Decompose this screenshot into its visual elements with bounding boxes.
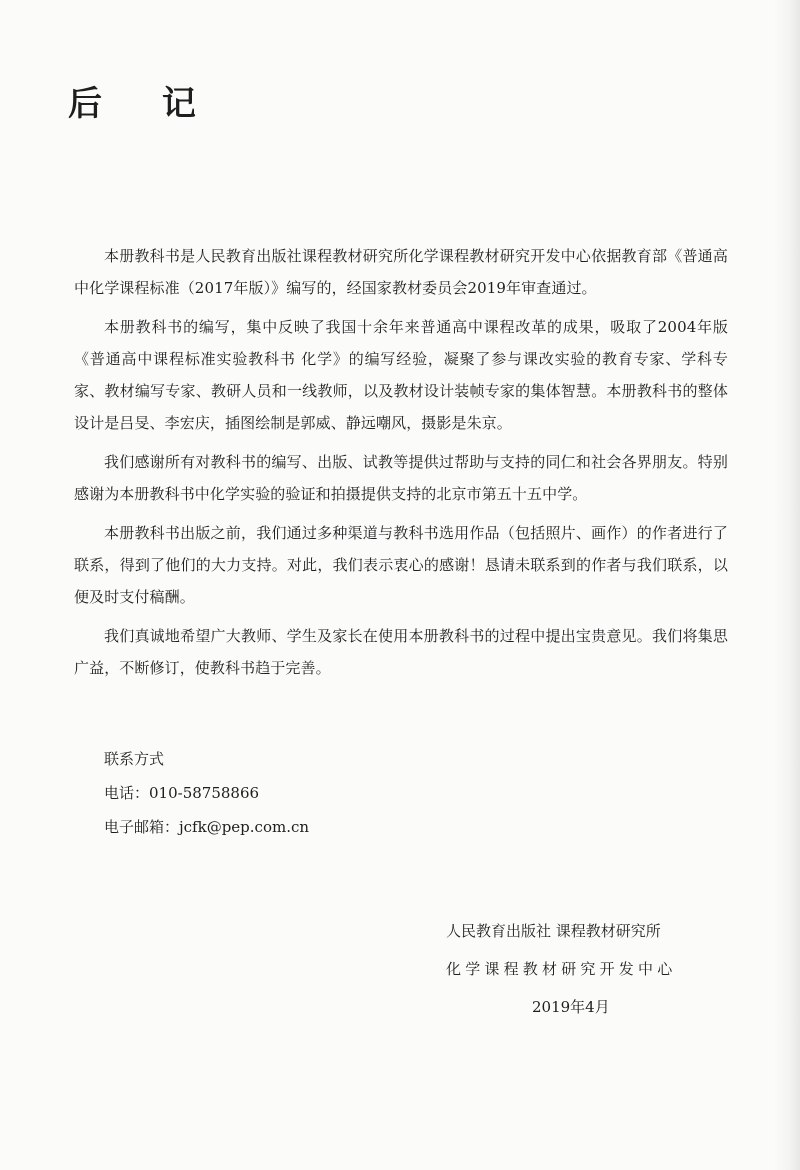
paragraph-1: 本册教科书是人民教育出版社课程教材研究所化学课程教材研究开发中心依据教育部《普通高中化学课程标准（2017年版）》编写的，经国家教材委员会2019年审查通过。 xyxy=(74,247,728,297)
signature-org-line-1: 人民教育出版社 课程教材研究所 xyxy=(446,922,661,940)
page-title: 后 记 xyxy=(68,84,220,124)
paragraph-5: 我们真诚地希望广大教师、学生及家长在使用本册教科书的过程中提出宝贵意见。我们将集思广益，不断修订，使教科书趋于完善。 xyxy=(74,627,728,677)
contact-phone: 电话：010-58758866 xyxy=(104,784,260,802)
contact-email: 电子邮箱：jcfk@pep.com.cn xyxy=(104,818,310,836)
contact-block xyxy=(104,742,309,844)
page-edge-shadow xyxy=(774,0,800,1170)
signature-org-line-2: 化学课程教材研究开发中心 xyxy=(446,960,677,978)
paragraph-3: 我们感谢所有对教科书的编写、出版、试教等提供过帮助与支持的同仁和社会各界朋友。特别感谢为本册教科书中化学实验的验证和拍摄提供支持的北京市第五十五中学。 xyxy=(74,453,728,503)
contact-heading: 联系方式 xyxy=(104,750,165,768)
postscript-body xyxy=(74,240,728,684)
paragraph-2: 本册教科书的编写，集中反映了我国十余年来普通高中课程改革的成果，吸取了2004年版《普通高中课程标准实验教科书 化学》的编写经验，凝聚了参与课改实验的教育专家、学科专家、教材编写专家、教研人员和一线教师，以及教材设计装帧专家的集体智慧。本册教科书的整体设计是吕旻、李宏庆，插图绘制是郭威、静远嘲风，摄影是朱京。 xyxy=(74,318,728,432)
paragraph-4: 本册教科书出版之前，我们通过多种渠道与教科书选用作品（包括照片、画作）的作者进行了联系，得到了他们的大力支持。对此，我们表示衷心的感谢！恳请未联系到的作者与我们联系，以便及时支付稿酬。 xyxy=(74,524,728,606)
signature-block xyxy=(446,912,706,1026)
signature-date: 2019年4月 xyxy=(532,998,610,1016)
